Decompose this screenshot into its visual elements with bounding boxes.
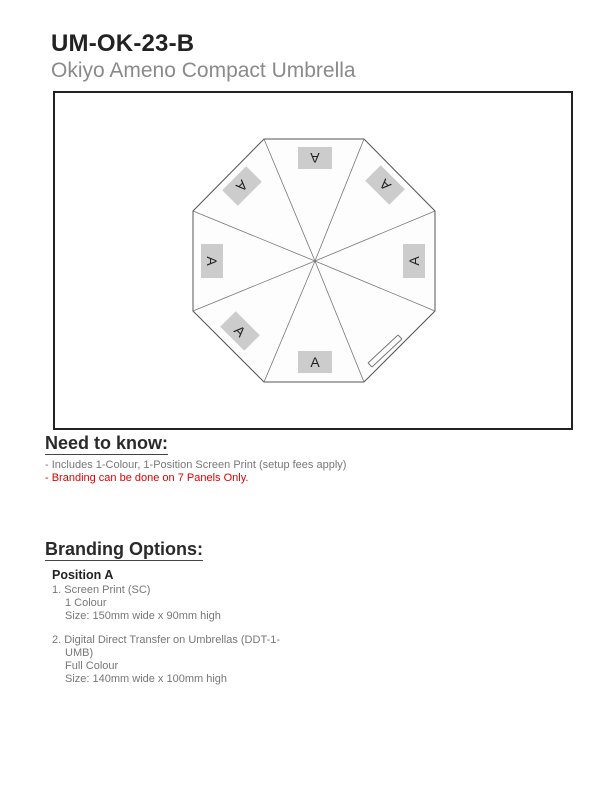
print-area-right xyxy=(403,244,425,278)
svg-text:A: A xyxy=(204,256,220,266)
umbrella-diagram xyxy=(55,93,571,428)
svg-text:A: A xyxy=(233,177,251,195)
need-to-know-line-2: - Branding can be done on 7 Panels Only. xyxy=(45,472,249,484)
svg-text:A: A xyxy=(310,150,320,166)
svg-text:A: A xyxy=(376,176,394,194)
option-2-colour: Full Colour xyxy=(65,660,119,672)
branding-options-heading: Branding Options: xyxy=(45,539,203,559)
branding-option-1 xyxy=(52,584,221,623)
option-2-size: Size: 140mm wide x 100mm high xyxy=(65,673,228,685)
branding-option-2 xyxy=(52,634,280,686)
option-1-title: 1. Screen Print (SC) xyxy=(52,584,151,596)
product-name: Okiyo Ameno Compact Umbrella xyxy=(51,59,356,82)
option-1-colour: 1 Colour xyxy=(65,597,107,609)
print-area-left xyxy=(201,244,223,278)
product-code: UM-OK-23-B xyxy=(51,30,195,57)
need-to-know-line-1: - Includes 1-Colour, 1-Position Screen Print (setup fees apply) xyxy=(45,459,347,471)
need-to-know-heading: Need to know: xyxy=(45,433,169,453)
print-area-top xyxy=(298,147,332,169)
svg-text:A: A xyxy=(406,256,422,266)
svg-text:A: A xyxy=(231,322,249,340)
svg-text:A: A xyxy=(310,354,320,370)
umbrella-diagram-frame xyxy=(53,91,573,430)
option-1-size: Size: 150mm wide x 90mm high xyxy=(65,610,221,622)
position-label: Position A xyxy=(52,568,114,582)
option-2-title-line-2: UMB) xyxy=(65,647,94,659)
option-2-title-line-1: 2. Digital Direct Transfer on Umbrellas (DDT-1- xyxy=(52,634,281,646)
print-area-bottom xyxy=(298,351,332,373)
